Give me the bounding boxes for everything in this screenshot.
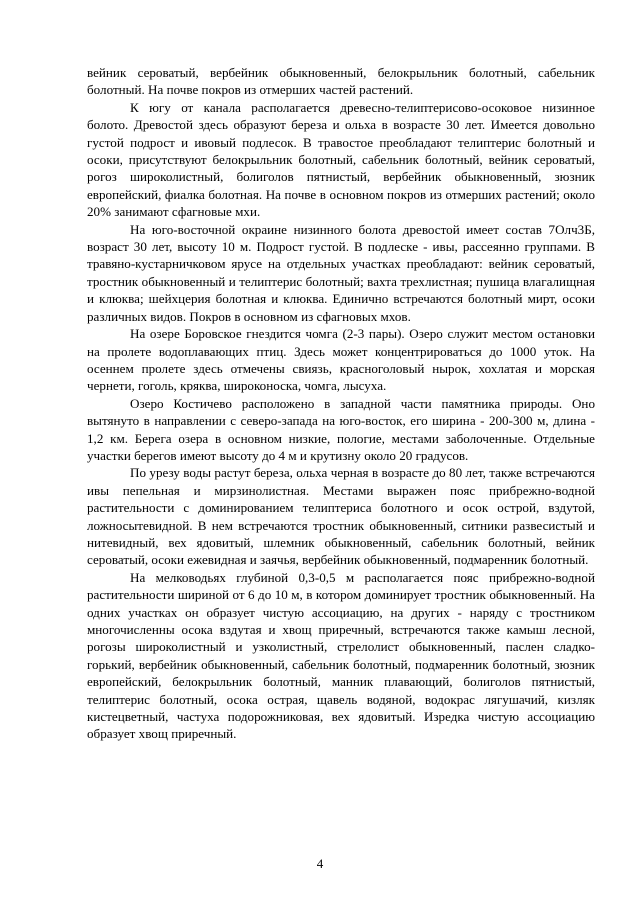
paragraph-5: Озеро Костичево расположено в западной части памятника природы. Оно вытянуто в направлении с северо-запада на юго-восток, его ширина - 200-300 м, длина - 1,2 км. Берега озера в основном низкие, пологие, местами заболоченные. Отдельные участки берегов имеют высоту до 4 м и крутизну около 20 градусов.	[87, 395, 595, 463]
paragraph-6: По урезу воды растут береза, ольха черная в возрасте до 80 лет, также встречаются ивы пепельная и мирзинолистная. Местами выражен пояс прибрежно-водной растительности с доминированием телиптериса болотного и осок острой, вздутой, ложносытевидной. В нем встречаются тростник обыкновенный, ситники развесистый и нитевидный, вех ядовитый, шлемник обыкновенный, сабельник болотный, вейник сероватый, осоки ежевидная и заячья, вербейник обыкновенный, подмаренник болотный.	[87, 465, 595, 568]
paragraph-2: К югу от канала располагается древесно-телиптерисово-осоковое низинное болото. Древостой здесь образуют береза и ольха в возрасте 30 лет. Имеется довольно густой подрост и ивовый подлесок. В травостое преобладают телиптерис болотный и осоки, присутствуют белокрыльник болотный, сабельник болотный, вейник сероватый, рогоз широколистный, болиголов пятнистый, вербейник обыкновенный, зюзник европейский, фиалка болотная. На почве в основном покров из отмерших растений; около 20% занимают сфагновые мхи.	[87, 99, 595, 220]
paragraph-1: вейник сероватый, вербейник обыкновенный, белокрыльник болотный, сабельник болотный. На почве покров из отмерших частей растений.	[87, 65, 595, 98]
document-body	[87, 64, 595, 743]
paragraph-3: На юго-восточной окраине низинного болота древостой имеет состав 7Олч3Б, возраст 30 лет, высоту 10 м. Подрост густой. В подлеске - ивы, рассеянно группами. В травяно-кустарничковом ярусе на отдельных участках преобладают: вейник сероватый, тростник обыкновенный и телиптерис болотный; вахта трехлистная; пушица влагалищная и клюква; шейхцерия болотная и клюква. Единично встречаются болотный мирт, осоки различных видов. Покров в основном из сфагновых мхов.	[87, 221, 595, 324]
paragraph-7: На мелководьях глубиной 0,3-0,5 м располагается пояс прибрежно-водной растительности шириной от 6 до 10 м, в котором доминирует тростник обыкновенный. На одних участках он образует чистую ассоциацию, на других - наряду с тростником многочисленны осока вздутая и хвощ приречный, встречаются также камыш лесной, рогозы широколистный и узколистный, стрелолист обыкновенный, паслен сладко-горький, вербейник обыкновенный, сабельник болотный, подмаренник болотный, зюзник европейский, белокрыльник болотный, манник плавающий, болиголов пятнистый, телиптерис болотный, осока острая, щавель водяной, водокрас лягушачий, кизляк кистецветный, частуха подорожниковая, вех ядовитый. Изредка чистую ассоциацию образует хвощ приречный.	[87, 569, 595, 742]
page-number: 4	[316, 856, 324, 871]
paragraph-4: На озере Боровское гнездится чомга (2-3 пары). Озеро служит местом остановки на пролете водоплавающих птиц. Здесь может концентрироваться до 1000 уток. На осеннем пролете здесь отмечены свиязь, красноголовый нырок, хохлатая и морская чернети, гоголь, кряква, широконоска, чомга, лысуха.	[87, 326, 595, 394]
